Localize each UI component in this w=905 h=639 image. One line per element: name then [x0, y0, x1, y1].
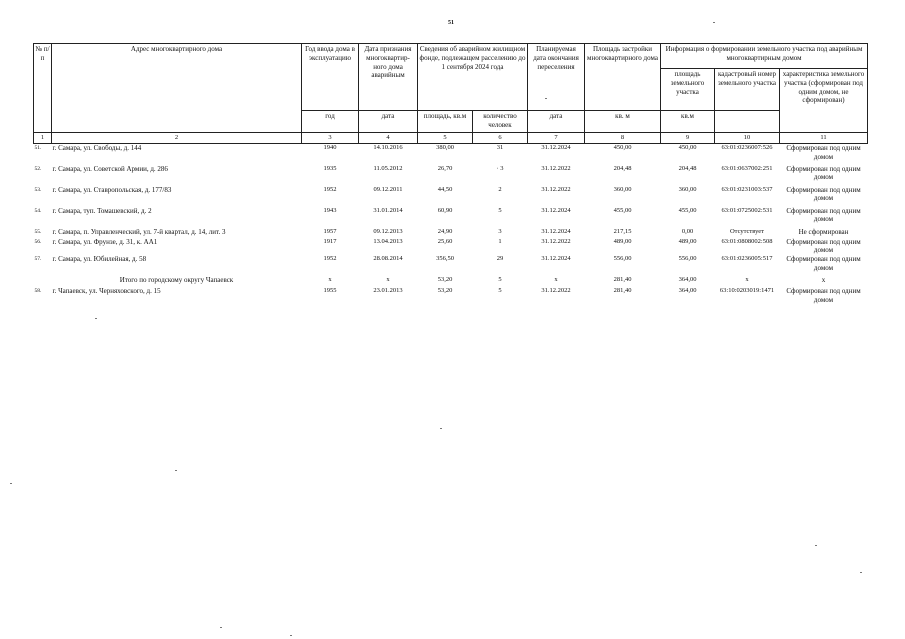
row-num: 57. — [34, 256, 42, 263]
row-build-area: 556,00 — [613, 255, 632, 263]
row-build-area: 204,48 — [613, 164, 632, 172]
row-date: 14.10.2016 — [373, 144, 403, 152]
header-planned-date: Планируемая дата окончания переселения — [528, 44, 585, 111]
row-address: г. Чапаевск, ул. Черняховского, д. 15 — [52, 287, 161, 296]
unit-date2: дата — [528, 111, 585, 133]
total-people: 5 — [498, 276, 502, 284]
row-characteristic: Сформирован под одним домом — [786, 255, 861, 272]
scan-speck — [175, 470, 177, 471]
document-sheet — [33, 43, 867, 308]
header-cadastral: кадастровый номер земельного участка — [715, 69, 780, 111]
scan-speck — [220, 627, 222, 628]
row-characteristic: Сформирован под одним домом — [786, 206, 861, 224]
scan-speck — [440, 428, 442, 429]
total-area: 53,20 — [437, 276, 453, 284]
row-date: 13.04.2013 — [373, 237, 403, 245]
col-index: 1 — [34, 133, 52, 144]
unit-year: год — [302, 111, 359, 133]
col-index: 3 — [302, 133, 359, 144]
col-index: 11 — [780, 133, 868, 144]
header-housing-info: Сведения об аварийном жилищном фонде, подлежащем расселению до 1 сентября 2024 года — [418, 44, 528, 111]
row-num: 52. — [34, 165, 42, 172]
row-date: 28.08.2014 — [373, 255, 403, 263]
row-build-area: 360,00 — [613, 185, 632, 193]
table-row — [34, 228, 868, 238]
row-characteristic: Сформирован под одним домом — [786, 287, 861, 304]
row-planned: 31.12.2024 — [541, 144, 571, 152]
row-cadastral: 63:01:0231003:537 — [721, 185, 773, 193]
row-land-area: 204,48 — [678, 164, 697, 172]
row-land-area: 450,00 — [678, 144, 697, 152]
row-people: 1 — [498, 237, 502, 245]
row-people: 31 — [496, 144, 504, 152]
total-date: х — [386, 276, 390, 284]
total-year: х — [328, 276, 332, 284]
row-num: 53. — [34, 186, 42, 193]
table-row — [34, 207, 868, 228]
row-people: 5 — [498, 287, 502, 295]
row-area: 25,60 — [437, 237, 453, 245]
header-num: № п/п — [34, 44, 52, 133]
row-build-area: 217,15 — [613, 227, 632, 235]
row-people: 5 — [498, 206, 502, 214]
header-building-area: Площадь застройки многоквартирного дома — [585, 44, 661, 111]
row-cadastral: 63:10:0203019:1471 — [719, 287, 775, 295]
row-year: 1952 — [323, 255, 337, 263]
row-build-area: 455,00 — [613, 206, 632, 214]
header-land-area: площадь земельного участка — [661, 69, 715, 111]
scan-speck — [10, 483, 12, 484]
row-year: 1943 — [323, 206, 337, 214]
total-label: Итого по городскому округу Чапаевск — [119, 276, 234, 285]
row-date: 09.12.2013 — [373, 227, 403, 235]
row-people: 2 — [498, 185, 502, 193]
row-build-area: 450,00 — [613, 144, 632, 152]
row-num: 56. — [34, 238, 42, 245]
row-land-area: 489,00 — [678, 237, 697, 245]
row-area: 356,50 — [436, 255, 454, 263]
row-address: г. Самара, ул. Ставропольская, д. 177/83 — [52, 185, 172, 194]
col-index: 9 — [661, 133, 715, 144]
total-row — [34, 276, 868, 287]
row-year: 1935 — [323, 164, 337, 172]
row-planned: 31.12.2024 — [541, 255, 571, 263]
table-row — [34, 165, 868, 186]
unit-date: дата — [359, 111, 418, 133]
total-build-area: 281,40 — [613, 276, 632, 284]
header-address: Адрес многоквартирного дома — [52, 44, 302, 133]
scan-speck — [860, 572, 862, 573]
row-cadastral: 63:01:0236007:526 — [721, 144, 773, 152]
row-land-area: 364,00 — [678, 287, 697, 295]
scan-speck — [95, 318, 97, 319]
row-planned: 31.12.2022 — [541, 237, 571, 245]
row-num: 58. — [34, 288, 42, 295]
col-index: 7 — [528, 133, 585, 144]
header-year: Год ввода дома в эксплуатацию — [302, 44, 359, 111]
row-area: 53,20 — [437, 287, 453, 295]
housing-table — [33, 43, 868, 308]
unit-area: площадь, кв.м — [418, 111, 473, 133]
row-year: 1917 — [323, 237, 337, 245]
row-date: 09.12.2011 — [373, 185, 403, 193]
scan-speck — [290, 635, 292, 636]
row-planned: 31.12.2024 — [541, 227, 571, 235]
row-year: 1957 — [323, 227, 337, 235]
row-date: 11.05.2012 — [373, 164, 403, 172]
row-area: 380,00 — [436, 144, 454, 152]
row-people: · 3 — [496, 164, 504, 172]
row-land-area: 556,00 — [678, 255, 697, 263]
col-index: 4 — [359, 133, 418, 144]
row-num: 54. — [34, 207, 42, 214]
row-build-area: 489,00 — [613, 237, 632, 245]
col-index: 2 — [52, 133, 302, 144]
row-people: 3 — [498, 227, 502, 235]
row-characteristic: Сформирован под одним домом — [786, 185, 861, 203]
row-date: 31.01.2014 — [373, 206, 403, 214]
scan-speck — [713, 22, 715, 23]
scan-speck — [545, 98, 547, 99]
unit-empty — [715, 111, 780, 133]
row-land-area: 455,00 — [678, 206, 697, 214]
row-characteristic: Сформирован под одним домом — [786, 144, 861, 161]
header-date-emergency: Дата признания многоквартир-ного дома аварийным — [359, 44, 418, 111]
row-planned: 31.12.2022 — [541, 185, 571, 193]
row-year: 1955 — [323, 287, 337, 295]
row-address: г. Самара, ул. Свободы, д. 144 — [52, 144, 142, 153]
table-row — [34, 144, 868, 165]
col-index: 10 — [715, 133, 780, 144]
row-cadastral: 63:01:0725002:531 — [721, 206, 773, 214]
row-num: 55. — [34, 228, 42, 235]
row-date: 23.01.2013 — [373, 287, 403, 295]
table-row — [34, 186, 868, 207]
table-row — [34, 255, 868, 276]
row-cadastral: 63:01:0236005:517 — [721, 255, 773, 263]
header-characteristic: характеристика земельного участка (сформирован под одним домом, не сформирован) — [780, 69, 868, 133]
unit-sqm: кв. м — [585, 111, 661, 133]
row-planned: 31.12.2022 — [541, 164, 571, 172]
row-address: г. Самара, туп. Томашевский, д. 2 — [52, 206, 152, 215]
row-area: 24,90 — [437, 227, 453, 235]
col-index: 8 — [585, 133, 661, 144]
row-people: 29 — [496, 255, 504, 263]
row-address: г. Самара, ул. Фрунзе, д. 31, к. АА1 — [52, 237, 158, 246]
scan-speck — [815, 545, 817, 546]
row-characteristic: Сформирован под одним домом — [786, 164, 861, 182]
row-land-area: 0,00 — [681, 227, 694, 235]
row-area: 44,50 — [437, 185, 453, 193]
column-index-row — [34, 133, 868, 144]
row-planned: 31.12.2022 — [541, 287, 571, 295]
total-land-area: 364,00 — [678, 276, 697, 284]
col-index: 5 — [418, 133, 473, 144]
total-characteristic: х — [821, 276, 826, 285]
row-characteristic: Сформирован под одним домом — [786, 237, 861, 255]
col-index: 6 — [473, 133, 528, 144]
row-year: 1952 — [323, 185, 337, 193]
total-cadastral: х — [745, 276, 749, 284]
row-land-area: 360,00 — [678, 185, 697, 193]
unit-sqm2: кв.м — [661, 111, 715, 133]
table-row — [34, 238, 868, 256]
row-area: 60,90 — [437, 206, 453, 214]
row-cadastral: 63:01:0808002:508 — [721, 237, 773, 245]
row-address: г. Самара, п. Управленческий, ул. 7-й квартал, д. 14, лит. 3 — [52, 227, 226, 236]
row-address: г. Самара, ул. Советской Армии, д. 286 — [52, 164, 168, 173]
row-build-area: 281,40 — [613, 287, 632, 295]
total-planned: х — [554, 276, 558, 284]
row-cadastral: Отсутствует — [729, 227, 765, 235]
row-characteristic: Не сформирован — [798, 227, 849, 236]
row-num — [34, 276, 52, 287]
row-year: 1940 — [323, 144, 337, 152]
row-num: 51. — [34, 145, 42, 152]
row-area: 26,70 — [437, 164, 453, 172]
row-cadastral: 63:01:0637002:251 — [721, 164, 773, 172]
header-land-info: Информация о формировании земельного участка под аварийным многоквартирным домом — [661, 44, 868, 69]
table-row — [34, 287, 868, 308]
unit-people: количество человек — [473, 111, 528, 133]
row-address: г. Самара, ул. Юбилейная, д. 58 — [52, 255, 147, 264]
page-number: 51 — [448, 20, 454, 26]
row-planned: 31.12.2024 — [541, 206, 571, 214]
